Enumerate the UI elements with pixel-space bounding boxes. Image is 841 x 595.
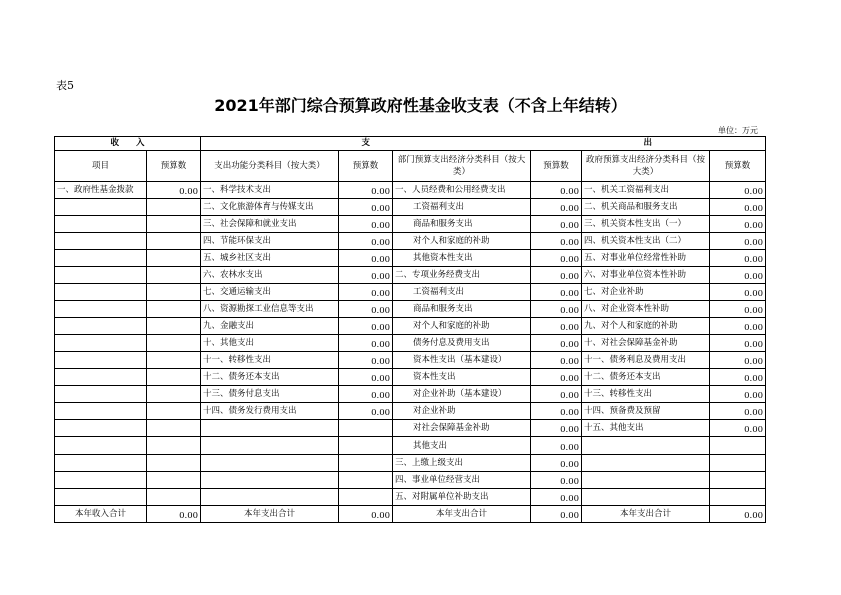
dept-cell: 工资福利支出 xyxy=(393,284,531,301)
budget-cell: 0.00 xyxy=(710,301,766,318)
dept-cell: 资本性支出（基本建设） xyxy=(393,352,531,369)
budget-cell: 0.00 xyxy=(531,454,582,471)
table-row xyxy=(55,403,766,420)
item-cell xyxy=(55,301,147,318)
item-cell xyxy=(55,198,147,215)
budget-cell xyxy=(147,232,201,249)
budget-cell: 0.00 xyxy=(710,420,766,437)
col-header-gov: 政府预算支出经济分类科目（按大类） xyxy=(582,150,710,181)
item-cell: 一、政府性基金拨款 xyxy=(55,181,147,198)
budget-cell: 0.00 xyxy=(531,215,582,232)
table-row xyxy=(55,369,766,386)
gov-cell: 一、机关工资福利支出 xyxy=(582,181,710,198)
budget-cell: 0.00 xyxy=(531,318,582,335)
item-cell xyxy=(55,215,147,232)
budget-cell: 0.00 xyxy=(531,488,582,505)
budget-cell xyxy=(147,267,201,284)
item-cell xyxy=(55,454,147,471)
header-expense-right: 出 xyxy=(531,137,766,151)
budget-cell: 0.00 xyxy=(710,386,766,403)
gov-cell: 十五、其他支出 xyxy=(582,420,710,437)
budget-cell xyxy=(339,454,393,471)
gov-cell: 四、机关资本性支出（二） xyxy=(582,232,710,249)
gov-cell xyxy=(582,488,710,505)
header-income: 收 入 xyxy=(55,137,201,151)
budget-cell xyxy=(147,420,201,437)
budget-cell xyxy=(147,215,201,232)
budget-cell xyxy=(147,488,201,505)
dept-cell: 其他资本性支出 xyxy=(393,249,531,266)
table-row xyxy=(55,318,766,335)
budget-cell xyxy=(147,386,201,403)
budget-cell: 0.00 xyxy=(147,181,201,198)
dept-cell: 对个人和家庭的补助 xyxy=(393,318,531,335)
budget-cell xyxy=(339,420,393,437)
gov-cell: 十二、债务还本支出 xyxy=(582,369,710,386)
func-cell: 五、城乡社区支出 xyxy=(201,249,339,266)
func-cell: 六、农林水支出 xyxy=(201,267,339,284)
budget-cell: 0.00 xyxy=(531,198,582,215)
budget-cell xyxy=(147,403,201,420)
func-cell: 十二、债务还本支出 xyxy=(201,369,339,386)
header-expense-left: 支 xyxy=(201,137,531,151)
gov-cell: 七、对企业补助 xyxy=(582,284,710,301)
func-cell: 十四、债务发行费用支出 xyxy=(201,403,339,420)
budget-table xyxy=(54,136,766,523)
table-tag: 表5 xyxy=(56,79,74,92)
header-row-2 xyxy=(55,150,766,181)
func-cell xyxy=(201,471,339,488)
dept-cell: 一、人员经费和公用经费支出 xyxy=(393,181,531,198)
totals-row xyxy=(55,505,766,522)
budget-cell xyxy=(147,318,201,335)
dept-cell: 五、对附属单位补助支出 xyxy=(393,488,531,505)
budget-cell: 0.00 xyxy=(531,181,582,198)
col-header-dept: 部门预算支出经济分类科目（按大类） xyxy=(393,150,531,181)
item-cell xyxy=(55,267,147,284)
budget-cell: 0.00 xyxy=(710,198,766,215)
func-cell xyxy=(201,488,339,505)
item-cell xyxy=(55,249,147,266)
budget-cell: 0.00 xyxy=(531,335,582,352)
dept-cell: 对企业补助 xyxy=(393,403,531,420)
budget-cell: 0.00 xyxy=(339,267,393,284)
budget-cell xyxy=(710,454,766,471)
budget-cell xyxy=(147,284,201,301)
budget-cell: 0.00 xyxy=(531,301,582,318)
budget-cell: 0.00 xyxy=(710,318,766,335)
dept-cell: 资本性支出 xyxy=(393,369,531,386)
item-cell xyxy=(55,386,147,403)
func-cell xyxy=(201,420,339,437)
budget-cell: 0.00 xyxy=(531,284,582,301)
total-value: 0.00 xyxy=(531,505,582,522)
table-row xyxy=(55,181,766,198)
table-row xyxy=(55,198,766,215)
budget-cell xyxy=(710,488,766,505)
func-cell: 十、其他支出 xyxy=(201,335,339,352)
total-value: 0.00 xyxy=(339,505,393,522)
item-cell xyxy=(55,232,147,249)
budget-cell: 0.00 xyxy=(339,318,393,335)
budget-cell: 0.00 xyxy=(710,352,766,369)
dept-cell: 债务付息及费用支出 xyxy=(393,335,531,352)
budget-cell: 0.00 xyxy=(531,471,582,488)
item-cell xyxy=(55,437,147,454)
col-header-func: 支出功能分类科目（按大类） xyxy=(201,150,339,181)
budget-cell: 0.00 xyxy=(710,181,766,198)
func-cell xyxy=(201,454,339,471)
budget-cell: 0.00 xyxy=(339,369,393,386)
table-body xyxy=(55,137,766,523)
budget-cell xyxy=(147,437,201,454)
budget-cell: 0.00 xyxy=(531,386,582,403)
unit-label: 单位：万元 xyxy=(718,126,758,135)
budget-cell: 0.00 xyxy=(710,232,766,249)
table-row xyxy=(55,284,766,301)
total-label: 本年支出合计 xyxy=(582,505,710,522)
table-row xyxy=(55,352,766,369)
table-row xyxy=(55,335,766,352)
budget-cell: 0.00 xyxy=(339,284,393,301)
func-cell: 二、文化旅游体育与传媒支出 xyxy=(201,198,339,215)
func-cell: 三、社会保障和就业支出 xyxy=(201,215,339,232)
gov-cell: 二、机关商品和服务支出 xyxy=(582,198,710,215)
budget-cell: 0.00 xyxy=(710,403,766,420)
gov-cell: 九、对个人和家庭的补助 xyxy=(582,318,710,335)
table-row xyxy=(55,267,766,284)
gov-cell: 六、对事业单位资本性补助 xyxy=(582,267,710,284)
budget-cell xyxy=(147,335,201,352)
func-cell: 一、科学技术支出 xyxy=(201,181,339,198)
budget-cell: 0.00 xyxy=(531,437,582,454)
budget-cell xyxy=(710,437,766,454)
table-row xyxy=(55,386,766,403)
dept-cell: 对社会保障基金补助 xyxy=(393,420,531,437)
col-header-budget-3: 预算数 xyxy=(531,150,582,181)
func-cell: 九、金融支出 xyxy=(201,318,339,335)
item-cell xyxy=(55,403,147,420)
item-cell xyxy=(55,471,147,488)
table-row xyxy=(55,420,766,437)
budget-cell: 0.00 xyxy=(710,267,766,284)
dept-cell: 对个人和家庭的补助 xyxy=(393,232,531,249)
gov-cell: 十三、转移性支出 xyxy=(582,386,710,403)
dept-cell: 二、专项业务经费支出 xyxy=(393,267,531,284)
table-row xyxy=(55,232,766,249)
col-header-item: 项目 xyxy=(55,150,147,181)
budget-cell: 0.00 xyxy=(339,232,393,249)
budget-cell: 0.00 xyxy=(710,284,766,301)
dept-cell: 对企业补助（基本建设） xyxy=(393,386,531,403)
col-header-budget-1: 预算数 xyxy=(147,150,201,181)
budget-cell: 0.00 xyxy=(339,352,393,369)
budget-cell: 0.00 xyxy=(339,181,393,198)
budget-cell: 0.00 xyxy=(339,249,393,266)
dept-cell: 商品和服务支出 xyxy=(393,301,531,318)
table-row xyxy=(55,215,766,232)
func-cell: 四、节能环保支出 xyxy=(201,232,339,249)
gov-cell xyxy=(582,454,710,471)
budget-cell: 0.00 xyxy=(710,369,766,386)
table-row xyxy=(55,249,766,266)
gov-cell xyxy=(582,437,710,454)
budget-cell xyxy=(147,249,201,266)
budget-cell: 0.00 xyxy=(339,215,393,232)
col-header-budget-2: 预算数 xyxy=(339,150,393,181)
gov-cell: 十四、预备费及预留 xyxy=(582,403,710,420)
dept-cell: 工资福利支出 xyxy=(393,198,531,215)
budget-cell xyxy=(339,437,393,454)
func-cell: 七、交通运输支出 xyxy=(201,284,339,301)
func-cell xyxy=(201,437,339,454)
item-cell xyxy=(55,369,147,386)
budget-cell: 0.00 xyxy=(531,249,582,266)
total-label: 本年支出合计 xyxy=(201,505,339,522)
gov-cell: 八、对企业资本性补助 xyxy=(582,301,710,318)
budget-cell xyxy=(147,471,201,488)
dept-cell: 其他支出 xyxy=(393,437,531,454)
budget-cell: 0.00 xyxy=(339,386,393,403)
budget-cell xyxy=(339,488,393,505)
budget-cell xyxy=(147,454,201,471)
budget-cell: 0.00 xyxy=(531,267,582,284)
budget-cell: 0.00 xyxy=(339,403,393,420)
item-cell xyxy=(55,420,147,437)
func-cell: 十三、债务付息支出 xyxy=(201,386,339,403)
budget-cell: 0.00 xyxy=(531,369,582,386)
item-cell xyxy=(55,488,147,505)
budget-cell xyxy=(147,301,201,318)
budget-cell xyxy=(339,471,393,488)
budget-cell: 0.00 xyxy=(531,232,582,249)
table-row xyxy=(55,488,766,505)
table-row xyxy=(55,301,766,318)
budget-cell xyxy=(710,471,766,488)
budget-cell: 0.00 xyxy=(531,352,582,369)
budget-cell: 0.00 xyxy=(339,301,393,318)
gov-cell: 十、对社会保障基金补助 xyxy=(582,335,710,352)
func-cell: 八、资源勘探工业信息等支出 xyxy=(201,301,339,318)
budget-cell: 0.00 xyxy=(339,198,393,215)
item-cell xyxy=(55,352,147,369)
budget-cell xyxy=(147,198,201,215)
gov-cell xyxy=(582,471,710,488)
dept-cell: 商品和服务支出 xyxy=(393,215,531,232)
budget-cell: 0.00 xyxy=(339,335,393,352)
gov-cell: 五、对事业单位经常性补助 xyxy=(582,249,710,266)
col-header-budget-4: 预算数 xyxy=(710,150,766,181)
func-cell: 十一、转移性支出 xyxy=(201,352,339,369)
table-row xyxy=(55,437,766,454)
budget-cell: 0.00 xyxy=(531,420,582,437)
budget-cell xyxy=(147,352,201,369)
total-value: 0.00 xyxy=(710,505,766,522)
table-row xyxy=(55,454,766,471)
table-row xyxy=(55,471,766,488)
item-cell xyxy=(55,318,147,335)
total-label: 本年收入合计 xyxy=(55,505,147,522)
budget-cell: 0.00 xyxy=(710,215,766,232)
page-title: 2021年部门综合预算政府性基金收支表（不含上年结转） xyxy=(214,96,627,115)
total-label: 本年支出合计 xyxy=(393,505,531,522)
gov-cell: 三、机关资本性支出（一） xyxy=(582,215,710,232)
budget-cell xyxy=(147,369,201,386)
item-cell xyxy=(55,335,147,352)
budget-cell: 0.00 xyxy=(531,403,582,420)
dept-cell: 四、事业单位经营支出 xyxy=(393,471,531,488)
budget-cell: 0.00 xyxy=(710,249,766,266)
gov-cell: 十一、债务利息及费用支出 xyxy=(582,352,710,369)
budget-cell: 0.00 xyxy=(710,335,766,352)
header-row-1 xyxy=(55,137,766,151)
dept-cell: 三、上缴上级支出 xyxy=(393,454,531,471)
item-cell xyxy=(55,284,147,301)
total-value: 0.00 xyxy=(147,505,201,522)
